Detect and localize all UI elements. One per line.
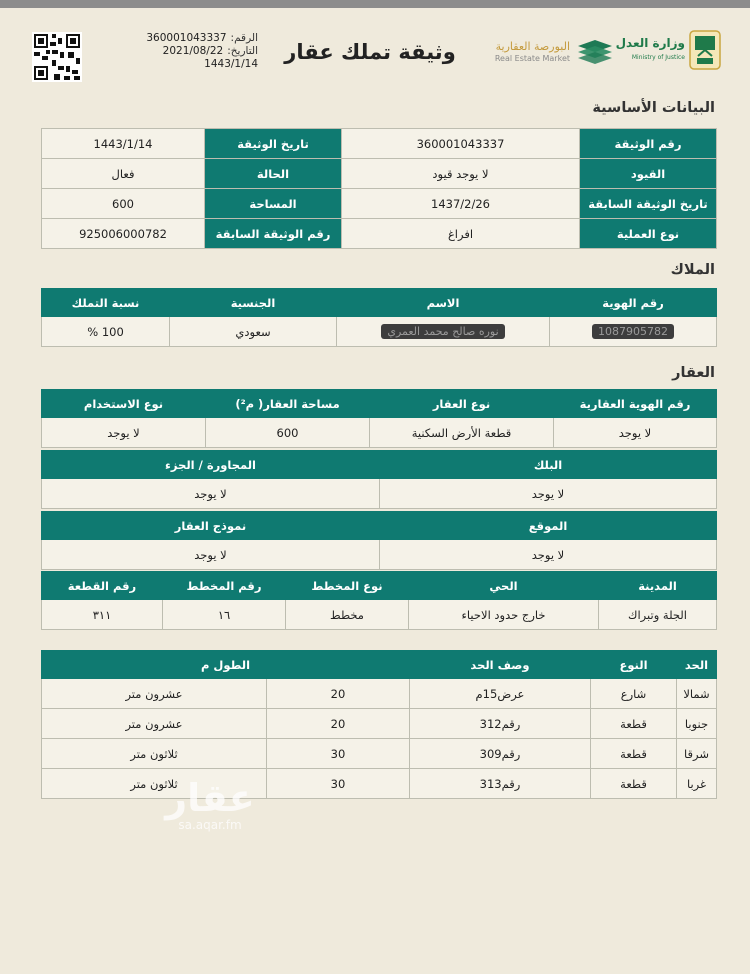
border-length-text: عشرون متر	[42, 709, 267, 739]
property-table-3	[41, 511, 717, 570]
border-length: 20	[267, 709, 410, 739]
district-header: الحي	[409, 572, 599, 600]
doc-number-label: رقم الوثيقة	[580, 129, 717, 159]
plan-type-value: مخطط	[286, 600, 409, 630]
real-estate-market-logo-en: Real Estate Market	[494, 54, 570, 63]
border-length-text: عشرون متر	[42, 679, 267, 709]
border-desc: عرض15م	[410, 679, 591, 709]
table-header-row	[42, 651, 717, 679]
watermark-ar: عقار	[165, 776, 255, 820]
ministry-of-justice-logo-ar: وزارة العدل	[615, 36, 685, 50]
prev-doc-date-value: 1437/2/26	[342, 189, 580, 219]
border-side: جنوبا	[677, 709, 717, 739]
table-header-row	[42, 390, 717, 418]
border-length-header: الطول م	[42, 651, 410, 679]
section-title-owners: الملاك	[670, 262, 715, 278]
owner-nationality-value: سعودي	[170, 317, 337, 347]
number-value: 360001043337	[146, 32, 227, 44]
restrictions-value: لا يوجد قيود	[342, 159, 580, 189]
reference-block	[128, 32, 258, 71]
border-type-header: النوع	[591, 651, 677, 679]
document-header	[0, 10, 750, 85]
owner-name-value: نوره صالح محمد العمري	[381, 324, 504, 339]
property-table-4	[41, 571, 717, 630]
section-title-basic: البيانات الأساسية	[592, 100, 715, 116]
watermark-url: sa.aqar.fm	[178, 818, 242, 832]
plan-number-header: رقم المخطط	[163, 572, 286, 600]
operation-type-value: افراغ	[342, 219, 580, 249]
prev-doc-number-value: 925006000782	[42, 219, 205, 249]
table-row	[42, 189, 717, 219]
owner-id-value: 1087905782	[592, 324, 674, 339]
plan-number-value: ١٦	[163, 600, 286, 630]
doc-date-value: 1443/1/14	[42, 129, 205, 159]
border-side-header: الحد	[677, 651, 717, 679]
building-mark-icon	[576, 38, 614, 68]
neighbor-part-value: لا يوجد	[42, 479, 380, 509]
area-label: المساحة	[205, 189, 342, 219]
table-row	[42, 600, 717, 630]
table-row	[42, 219, 717, 249]
property-area-header: مساحة العقار( م²)	[206, 390, 370, 418]
top-gray-bar	[0, 0, 750, 8]
plan-type-header: نوع المخطط	[286, 572, 409, 600]
table-row	[42, 479, 717, 509]
ministry-of-justice-logo	[615, 30, 721, 72]
table-row	[42, 317, 717, 347]
borders-table	[41, 650, 717, 799]
property-id-value: لا يوجد	[554, 418, 717, 448]
table-row	[42, 739, 717, 769]
table-row	[42, 418, 717, 448]
page-title: وثيقة تملك عقار	[284, 40, 456, 64]
real-estate-market-logo	[488, 38, 618, 70]
property-model-header: نموذج العقار	[42, 512, 380, 540]
border-length: 20	[267, 679, 410, 709]
section-title-property: العقار	[672, 365, 715, 381]
border-length-text: ثلاثون متر	[42, 769, 267, 799]
date-value: 2021/08/22	[162, 45, 224, 57]
aqar-watermark	[150, 778, 270, 838]
date-label: التاريخ:	[227, 45, 258, 57]
location-value: لا يوجد	[380, 540, 717, 570]
owner-id-header: رقم الهوية	[550, 289, 717, 317]
border-side: شرقا	[677, 739, 717, 769]
border-type: قطعة	[591, 769, 677, 799]
table-row	[42, 679, 717, 709]
prev-doc-date-label: تاريخ الوثيقة السابقة	[580, 189, 717, 219]
status-value: فعال	[42, 159, 205, 189]
prev-doc-number-label: رقم الوثيقة السابقة	[205, 219, 342, 249]
doc-number-value: 360001043337	[342, 129, 580, 159]
hijri-date: 1443/1/14	[204, 58, 258, 70]
ministry-of-justice-logo-en: Ministry of Justice	[631, 54, 685, 61]
plot-number-header: رقم القطعة	[42, 572, 163, 600]
table-header-row	[42, 512, 717, 540]
border-side: شمالا	[677, 679, 717, 709]
owner-share-value: 100 %	[42, 317, 170, 347]
owner-name-header: الاسم	[337, 289, 550, 317]
owners-table	[41, 288, 717, 347]
usage-type-header: نوع الاستخدام	[42, 390, 206, 418]
border-desc: رقم309	[410, 739, 591, 769]
table-header-row	[42, 572, 717, 600]
property-model-value: لا يوجد	[42, 540, 380, 570]
border-length: 30	[267, 769, 410, 799]
border-length-text: ثلاثون متر	[42, 739, 267, 769]
location-header: الموقع	[380, 512, 717, 540]
property-table-2	[41, 450, 717, 509]
table-row	[42, 709, 717, 739]
property-id-header: رقم الهوية العقارية	[554, 390, 717, 418]
doc-date-label: تاريخ الوثيقة	[205, 129, 342, 159]
border-desc: رقم313	[410, 769, 591, 799]
border-desc: رقم312	[410, 709, 591, 739]
owner-nationality-header: الجنسية	[170, 289, 337, 317]
qr-code-icon	[32, 32, 82, 82]
block-value: لا يوجد	[380, 479, 717, 509]
city-value: الجلة وتبراك	[599, 600, 717, 630]
table-header-row	[42, 289, 717, 317]
status-label: الحالة	[205, 159, 342, 189]
table-row	[42, 540, 717, 570]
owner-share-header: نسبة التملك	[42, 289, 170, 317]
property-table-1	[41, 389, 717, 448]
ministry-emblem-icon	[689, 30, 721, 70]
border-length: 30	[267, 739, 410, 769]
area-value: 600	[42, 189, 205, 219]
property-type-value: قطعة الأرض السكنية	[370, 418, 554, 448]
border-type: قطعة	[591, 739, 677, 769]
property-area-value: 600	[206, 418, 370, 448]
table-row	[42, 129, 717, 159]
border-type: شارع	[591, 679, 677, 709]
property-type-header: نوع العقار	[370, 390, 554, 418]
plot-number-value: ٣١١	[42, 600, 163, 630]
real-estate-market-logo-ar: البورصة العقارية	[495, 40, 570, 53]
basic-data-table	[41, 128, 717, 249]
number-label: الرقم:	[230, 32, 258, 44]
restrictions-label: القيود	[580, 159, 717, 189]
table-row	[42, 769, 717, 799]
block-header: البلك	[380, 451, 717, 479]
border-side: غربا	[677, 769, 717, 799]
border-type: قطعة	[591, 709, 677, 739]
table-row	[42, 159, 717, 189]
city-header: المدينة	[599, 572, 717, 600]
operation-type-label: نوع العملية	[580, 219, 717, 249]
border-desc-header: وصف الحد	[410, 651, 591, 679]
usage-type-value: لا يوجد	[42, 418, 206, 448]
district-value: خارج حدود الاحياء	[409, 600, 599, 630]
neighbor-part-header: المجاورة / الجزء	[42, 451, 380, 479]
table-header-row	[42, 451, 717, 479]
